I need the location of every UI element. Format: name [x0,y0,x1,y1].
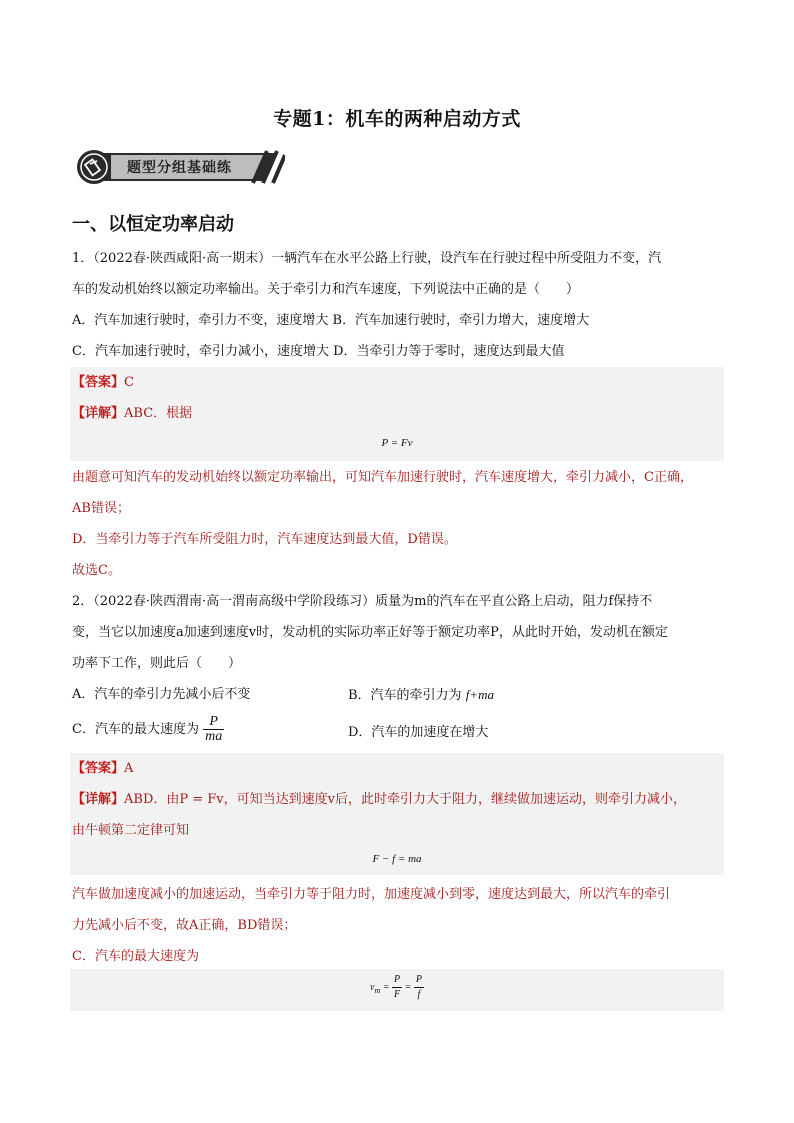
answer-tag: 【答案】 [72,761,125,776]
detail-intro: ABC．根据 [124,406,193,421]
formula2-sub: m [374,985,381,995]
detail-line1: ABD．由P = Fv，可知当达到速度v后，此时牵引力大于阻力，继续做加速运动，则牵引力减小， [124,792,686,807]
option-c-fraction [203,715,224,744]
q2-explain-line2: 力先减小后不变，故A正确，BD错误； [72,918,297,933]
q1-options-line1: A．汽车加速行驶时，牵引力不变，速度增大 B．汽车加速行驶时，牵引力增大，速度增大 [72,313,590,328]
q2-formula1: F − f = ma [372,853,422,865]
option-b-prefix: B．汽车的牵引力为 [348,688,462,703]
q2-stem-line1: 2．（2022春·陕西渭南·高一渭南高级中学阶段练习）质量为m的汽车在平直公路上启动，阻力f保持不 [72,594,653,609]
q1-explain-line1: 由题意可知汽车的发动机始终以额定功率输出，可知汽车加速行驶时，汽车速度增大，牵引力减小，C正确， [72,470,693,485]
formula2-frac1 [392,973,402,1002]
formula2-n1: P [392,973,402,988]
detail-tag: 【详解】 [72,406,125,421]
option-c-num: P [203,715,224,730]
option-b-expr: f+ma [465,687,494,702]
q2-explain-line3: C．汽车的最大速度为 [72,949,199,964]
q1-explain-line2: AB错误； [72,501,130,516]
section-heading: 一、以恒定功率启动 [72,214,234,235]
q2-answer [72,760,133,778]
q1-options-line2: C．汽车加速行驶时，牵引力减小，速度增大 D．当牵引力等于零时，速度达到最大值 [72,344,565,359]
section-banner [75,150,285,184]
q2-stem-line2: 变，当它以加速度a加速到速度v时，发动机的实际功率正好等于额定功率P，从此时开始，发动机在额定 [72,625,668,640]
q2-option-a: A．汽车的牵引力先减小后不变 [72,687,251,702]
formula2-lhs: v [370,981,375,993]
q1-formula: P = Fv [381,437,413,449]
formula2-d1: F [394,989,401,1000]
q2-detail-line2: 由牛顿第二定律可知 [72,823,190,838]
banner-label: 题型分组基础练 [127,160,232,176]
option-c-den: ma [205,729,223,744]
option-c-prefix: C．汽车的最大速度为 [72,722,199,737]
q1-explain-line3: D．当牵引力等于汽车所受阻力时，汽车速度达到最大值，D错误。 [72,532,457,547]
detail-tag: 【详解】 [72,792,125,807]
q1-detail [72,405,192,423]
q2-explain-line1: 汽车做加速度减小的加速运动，当牵引力等于阻力时，加速度减小到零，速度达到最大，所以汽车的牵引 [72,887,671,902]
answer-value: C [124,375,134,390]
q1-stem-line2: 车的发动机始终以额定功率输出。关于牵引力和汽车速度，下列说法中正确的是（ ） [72,282,580,297]
formula2-n2: P [414,973,424,988]
answer-tag: 【答案】 [72,375,125,390]
q1-stem-line1: 1．（2022春·陕西咸阳·高一期末）一辆汽车在水平公路上行驶，设汽车在行驶过程中所受阻力不变，汽 [72,251,662,266]
q2-stem-line3: 功率下工作，则此后（ ） [72,656,242,671]
q1-conclusion: 故选C。 [72,563,121,578]
q2-option-d: D．汽车的加速度在增大 [348,725,489,740]
page-title: 专题1：机车的两种启动方式 [273,108,521,130]
q1-answer [72,374,134,392]
formula2-frac2 [414,973,424,1002]
q2-detail [72,791,686,809]
q2-option-c [72,715,224,744]
answer-value: A [124,761,134,776]
q2-formula2: $v_m$ = $\frac{P}{F}$ = $\frac{P}{f}$ [370,974,422,1000]
q2-option-b [348,686,494,705]
formula2-d2: f [417,989,421,1000]
